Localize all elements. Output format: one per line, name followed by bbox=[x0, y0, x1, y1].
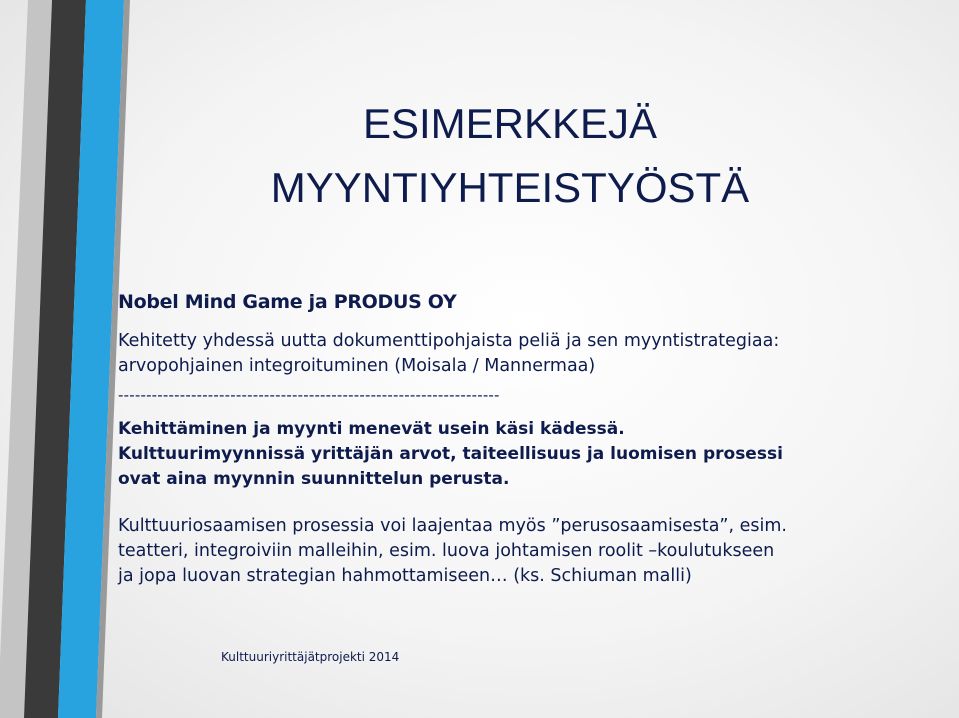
bold-paragraph bbox=[118, 417, 918, 492]
title-line-2: MYYNTIYHTEISTYÖSTÄ bbox=[270, 164, 750, 211]
intro-line: arvopohjainen integroituminen (Moisala / Mannermaa) bbox=[118, 356, 596, 376]
bold-line: Kehittäminen ja myynti menevät usein käsi kädessä. bbox=[118, 419, 625, 439]
intro-line: Kehitetty yhdessä uutta dokumenttipohjaista peliä ja sen myyntistrategiaa: bbox=[118, 331, 780, 351]
title-line-1: ESIMERKKEJÄ bbox=[362, 100, 658, 147]
bold-line: ovat aina myynnin suunnittelun perusta. bbox=[118, 469, 510, 489]
closing-line: teatteri, integroiviin malleihin, esim. luova johtamisen roolit –koulutukseen bbox=[118, 541, 775, 561]
closing-line: ja jopa luovan strategian hahmottamiseen… (ks. Schiuman malli) bbox=[118, 566, 692, 586]
slide-footer: Kulttuuriyrittäjätprojekti 2014 bbox=[221, 650, 400, 664]
slide-body bbox=[118, 287, 918, 589]
intro-paragraph bbox=[118, 329, 918, 379]
subheading: Nobel Mind Game ja PRODUS OY bbox=[118, 291, 457, 313]
slide-title bbox=[200, 92, 820, 220]
dashed-divider: -------------------------------------------------------------------- bbox=[118, 386, 500, 404]
closing-line: Kulttuuriosaamisen prosessia voi laajentaa myös ”perusosaamisesta”, esim. bbox=[118, 516, 787, 536]
bold-line: Kulttuurimyynnissä yrittäjän arvot, taiteellisuus ja luomisen prosessi bbox=[118, 444, 783, 464]
closing-paragraph bbox=[118, 514, 918, 589]
